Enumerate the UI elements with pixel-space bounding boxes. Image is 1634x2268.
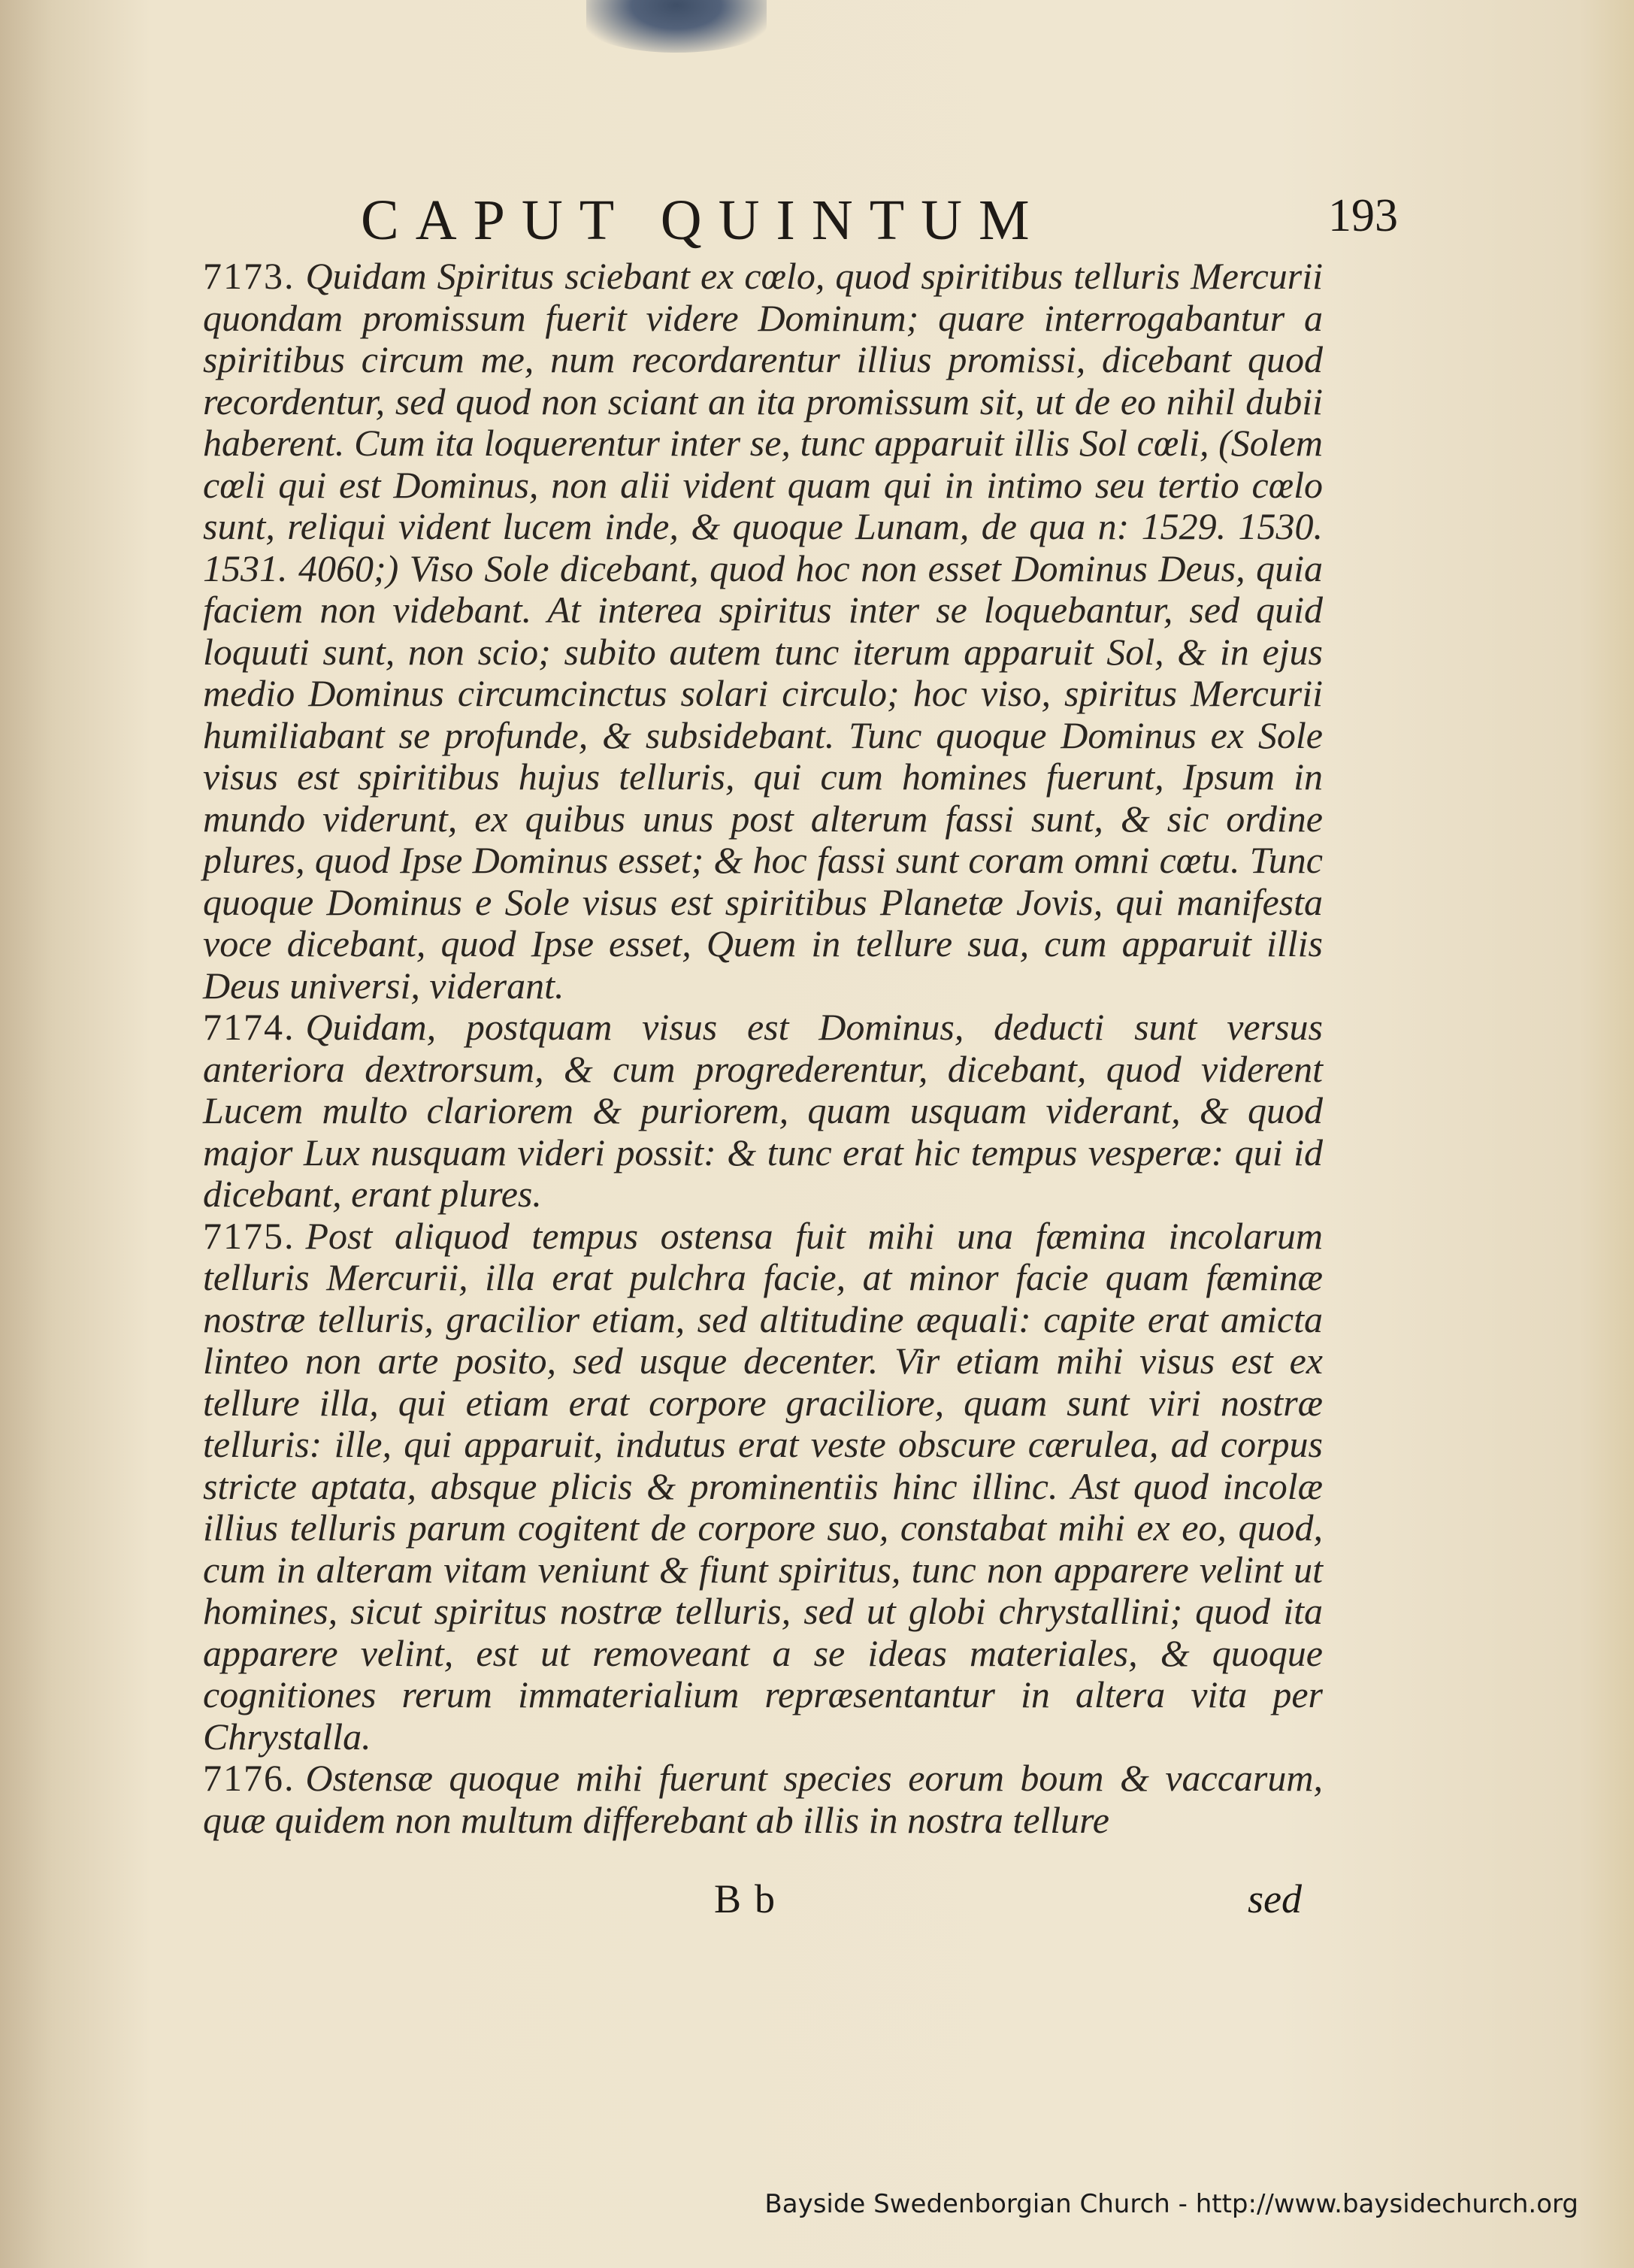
body-text [203, 256, 1323, 1841]
paragraph-7175 [203, 1216, 1323, 1758]
paragraph-7173 [203, 256, 1323, 1007]
paragraph-text: Quidam, postquam visus est Dominus, deducti sunt versus anteriora dextrorsum, & cum progrederentur, dicebant, quod viderent Lucem multo clariorem & puriorem, quam usquam viderant, & quod major Lux nusquam videri possit: & tunc erat hic tempus vesperæ: qui id dicebant, erant plures. [203, 1006, 1323, 1215]
watermark-text: Bayside Swedenborgian Church - http://www.baysidechurch.org [764, 2189, 1578, 2219]
paragraph-text: Quidam Spiritus sciebant ex cœlo, quod spiritibus telluris Mercurii quondam promissum fuerit videre Dominum; quare interrogabantur a spiritibus circum me, num recordarentur illius promissi, dicebant quod recordentur, sed quod non sciant an ita promissum sit, ut de eo nihil dubii haberent. Cum ita loquerentur inter se, tunc apparuit illis Sol cœli, (Solem cœli qui est Dominus, non alii vident quam qui in intimo seu tertio cœlo sunt, reliqui vident lucem inde, & quoque Lunam, de qua n: 1529. 1530. 1531. 4060;) Viso Sole dicebant, quod hoc non esset Dominus Deus, quia faciem non videbant. At interea spiritus inter se loquebantur, sed quid loquuti sunt, non scio; subito autem tunc iterum apparuit Sol, & in ejus medio Dominus circumcinctus solari circulo; hoc viso, spiritus Mercurii humiliabant se profunde, & subsidebant. Tunc quoque Dominus ex Sole visus est spiritibus hujus telluris, qui cum homines fuerunt, Ipsum in mundo viderunt, ex quibus unus post alterum fassi sunt, & sic ordine plures, quod Ipse Dominus esset; & hoc fassi sunt coram omni cœtu. Tunc quoque Dominus e Sole visus est spiritibus Planetæ Jovis, qui manifesta voce dicebant, quod Ipse esset, Quem in tellure sua, cum apparuit illis Deus universi, viderant. [203, 255, 1323, 1007]
paragraph-7176 [203, 1758, 1323, 1841]
catchword: sed [1248, 1876, 1302, 1921]
paragraph-number: 7175. [203, 1214, 295, 1257]
signature-mark: Bb [714, 1876, 789, 1921]
ink-stain [586, 0, 767, 53]
paragraph-text: Post aliquod tempus ostensa fuit mihi una fæmina incolarum telluris Mercurii, illa erat pulchra facie, at minor facie quam fæminæ nostræ telluris, gracilior etiam, sed altitudine æquali: capite erat amicta linteo non arte posito, sed usque decenter. Vir etiam mihi visus est ex tellure illa, qui etiam erat corpore graciliore, quam sunt viri nostræ telluris: ille, qui apparuit, indutus erat veste obscure cærulea, ad corpus stricte aptata, absque plicis & prominentiis hinc illinc. Ast quod incolæ illius telluris parum cogitent de corpore suo, constabat mihi ex eo, quod, cum in alteram vitam veniunt & fiunt spiritus, tunc non apparere velint ut homines, sicut spiritus nostræ telluris, sed ut globi chrystallini; quod ita apparere velint, est ut removeant a se ideas materiales, & quoque cognitiones rerum immaterialium repræsentantur in altera vita per Chrystalla. [203, 1214, 1323, 1758]
paragraph-number: 7174. [203, 1006, 295, 1048]
paragraph-7174 [203, 1007, 1323, 1216]
page-number: 193 [1328, 190, 1398, 241]
running-title: CAPUT QUINTUM [361, 189, 1046, 252]
paragraph-number: 7176. [203, 1757, 295, 1799]
paragraph-text: Ostensæ quoque mihi fuerunt species eorum boum & vaccarum, quæ quidem non multum differebant ab illis in nostra tellure [203, 1757, 1323, 1841]
paragraph-number: 7173. [203, 255, 295, 297]
page-header [361, 173, 1398, 256]
